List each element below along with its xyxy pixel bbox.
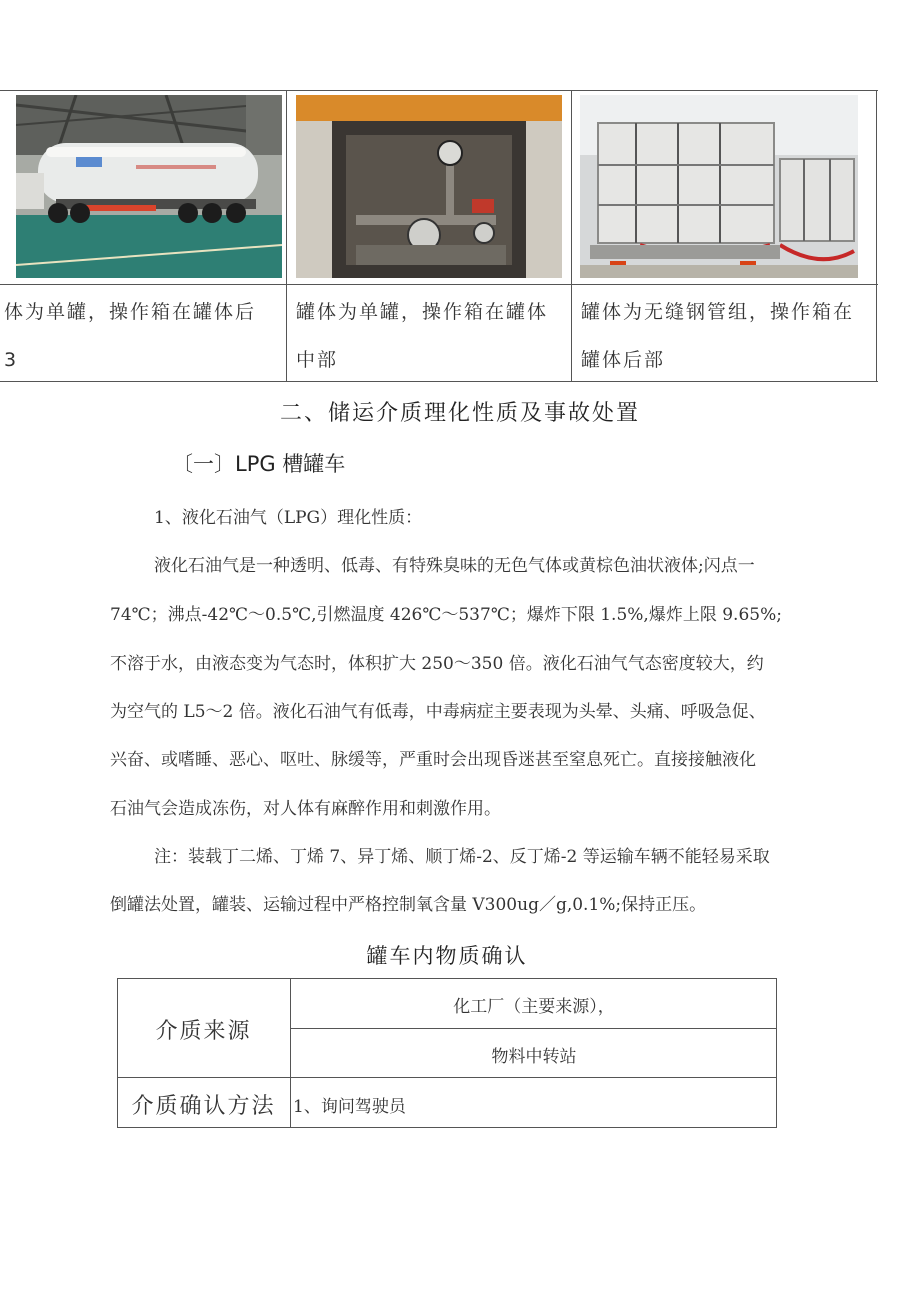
source-value-2: 物料中转站 (491, 1047, 577, 1067)
operation-box-photo (296, 95, 562, 278)
source-value-1: 化工厂（主要来源）， (453, 997, 615, 1017)
tanker-truck-photo (16, 95, 282, 278)
confirm-table (117, 978, 777, 1128)
paragraph-line-6: 石油气会造成冻伤，对人体有麻醉作用和刺激作用。 (110, 799, 501, 819)
photo-table (0, 90, 878, 382)
subsection-heading: 〔一〕LPG 槽罐车 (172, 452, 346, 476)
confirm-border-inner (290, 1028, 777, 1029)
table-border-middle (0, 284, 878, 285)
table-border-top (0, 90, 878, 91)
confirm-border-bottom (117, 1127, 777, 1128)
note-line-1: 注：装载丁二烯、丁烯 7、异丁烯、顺丁烯-2、反丁烯-2 等运输车辆不能轻易采取 (154, 847, 770, 867)
caption-1-line-1: 体为单罐，操作箱在罐体后 (4, 301, 257, 323)
method-label: 介质确认方法 (131, 1094, 276, 1119)
paragraph-line-3: 不溶于水，由液态变为气态时，体积扩大 250～350 倍。液化石油气气态密度较大，约 (110, 654, 764, 674)
caption-2-line-2: 中部 (296, 349, 339, 371)
table-divider-1 (286, 90, 287, 382)
table-divider-2 (571, 90, 572, 382)
method-value: 1、询问驾驶员 (293, 1097, 406, 1117)
source-label: 介质来源 (155, 1019, 252, 1044)
note-line-2: 倒罐法处置，罐装、运输过程中严格控制氧含量 V300ug／g,0.1%;保持正压。 (110, 895, 707, 915)
caption-2-line-1: 罐体为单罐，操作箱在罐体 (296, 301, 549, 323)
confirm-table-caption: 罐车内物质确认 (366, 944, 528, 968)
confirm-border-top (117, 978, 777, 979)
caption-3-line-1: 罐体为无缝钢管组，操作箱在 (581, 301, 855, 323)
paragraph-line-1: 液化石油气是一种透明、低毒、有特殊臭味的无色气体或黄棕色油状液体;闪点一 (154, 556, 755, 576)
table-border-bottom (0, 381, 878, 382)
paragraph-line-4: 为空气的 L5～2 倍。液化石油气有低毒，中毒病症主要表现为头晕、头痛、呼吸急促、 (110, 702, 766, 722)
caption-1-line-2: 3 (4, 349, 19, 371)
paragraph-line-5: 兴奋、或嗜睡、恶心、呕吐、脉缓等，严重时会出现昏迷甚至窒息死亡。直接接触液化 (110, 750, 756, 770)
item-title: 1、液化石油气（LPG）理化性质： (154, 508, 423, 528)
caption-3-line-2: 罐体后部 (581, 349, 666, 371)
section-heading: 二、储运介质理化性质及事故处置 (279, 401, 640, 426)
table-border-right (876, 90, 877, 382)
confirm-border-middle (117, 1077, 777, 1078)
paragraph-line-2: 74℃；沸点-42℃～0.5℃,引燃温度 426℃～537℃；爆炸下限 1.5%,爆炸上限 9.65%; (110, 605, 782, 625)
tube-trailer-photo (580, 95, 858, 278)
